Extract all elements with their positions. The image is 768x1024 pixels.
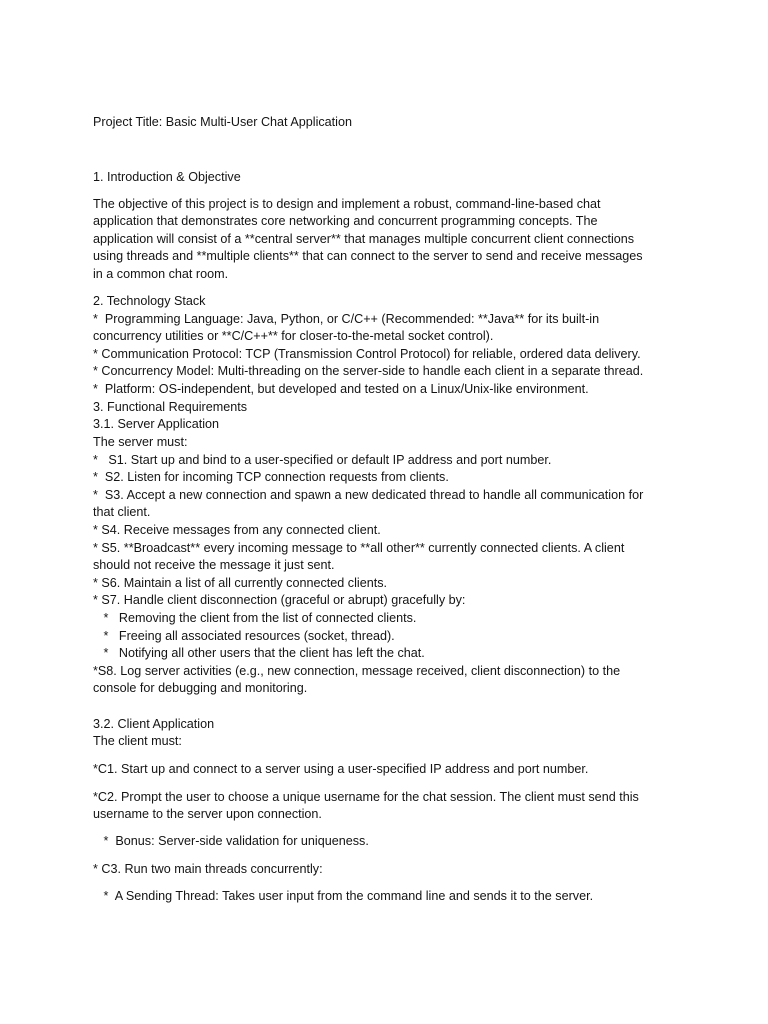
server-requirement-line: console for debugging and monitoring. [93, 681, 308, 695]
client-requirement-c2-bonus: * Bonus: Server-side validation for uniqueness. [93, 834, 369, 848]
client-intro: The client must: [93, 734, 182, 748]
server-requirement-line: * Notifying all other users that the client has left the chat. [93, 646, 425, 660]
server-requirement-line: *S8. Log server activities (e.g., new connection, message received, client disconnection) to the [93, 664, 621, 678]
intro-line: application will consist of a **central server** that manages multiple concurrent client connections [93, 232, 635, 246]
tech-line: * Platform: OS-independent, but developed and tested on a Linux/Unix-like environment. [93, 382, 589, 396]
client-requirement-c1: *C1. Start up and connect to a server using a user-specified IP address and port number. [93, 762, 589, 776]
intro-line: using threads and **multiple clients** that can connect to the server to send and receive messages [93, 249, 643, 263]
section-heading-introduction: 1. Introduction & Objective [93, 170, 241, 184]
tech-line: * Communication Protocol: TCP (Transmission Control Protocol) for reliable, ordered data delivery. [93, 347, 641, 361]
tech-line: * Programming Language: Java, Python, or C/C++ (Recommended: **Java** for its built-in [93, 312, 600, 326]
tech-line: * Concurrency Model: Multi-threading on the server-side to handle each client in a separate thread. [93, 364, 644, 378]
server-requirement-line: * Removing the client from the list of connected clients. [93, 611, 417, 625]
server-intro: The server must: [93, 435, 188, 449]
server-requirement-line: * S1. Start up and bind to a user-specified or default IP address and port number. [93, 453, 552, 467]
client-requirement-c3: * C3. Run two main threads concurrently: [93, 862, 323, 876]
subsection-heading-server: 3.1. Server Application [93, 417, 220, 431]
server-requirement-line: * S2. Listen for incoming TCP connection requests from clients. [93, 470, 449, 484]
intro-line: in a common chat room. [93, 267, 229, 281]
section-heading-technology-stack: 2. Technology Stack [93, 294, 206, 308]
document-title: Project Title: Basic Multi-User Chat Application [93, 115, 352, 129]
client-requirement-c2: username to the server upon connection. [93, 807, 322, 821]
client-requirement-c2: *C2. Prompt the user to choose a unique username for the chat session. The client must send this [93, 790, 639, 804]
intro-line: The objective of this project is to design and implement a robust, command-line-based chat [93, 197, 601, 211]
tech-line: concurrency utilities or **C/C++** for closer-to-the-metal socket control). [93, 329, 494, 343]
intro-line: application that demonstrates core networking and concurrent programming concepts. The [93, 214, 598, 228]
server-requirement-line: * S3. Accept a new connection and spawn a new dedicated thread to handle all communication for [93, 488, 644, 502]
subsection-heading-client: 3.2. Client Application [93, 717, 215, 731]
server-requirement-line: should not receive the message it just sent. [93, 558, 335, 572]
server-requirement-line: * Freeing all associated resources (socket, thread). [93, 629, 395, 643]
client-requirement-c3-sub: * A Sending Thread: Takes user input from the command line and sends it to the server. [93, 889, 594, 903]
server-requirement-line: * S4. Receive messages from any connected client. [93, 523, 381, 537]
server-requirement-line: that client. [93, 505, 151, 519]
server-requirement-line: * S5. **Broadcast** every incoming message to **all other** currently connected clients. A client [93, 541, 625, 555]
server-requirement-line: * S7. Handle client disconnection (graceful or abrupt) gracefully by: [93, 593, 466, 607]
server-requirement-line: * S6. Maintain a list of all currently connected clients. [93, 576, 387, 590]
section-heading-functional-requirements: 3. Functional Requirements [93, 400, 248, 414]
